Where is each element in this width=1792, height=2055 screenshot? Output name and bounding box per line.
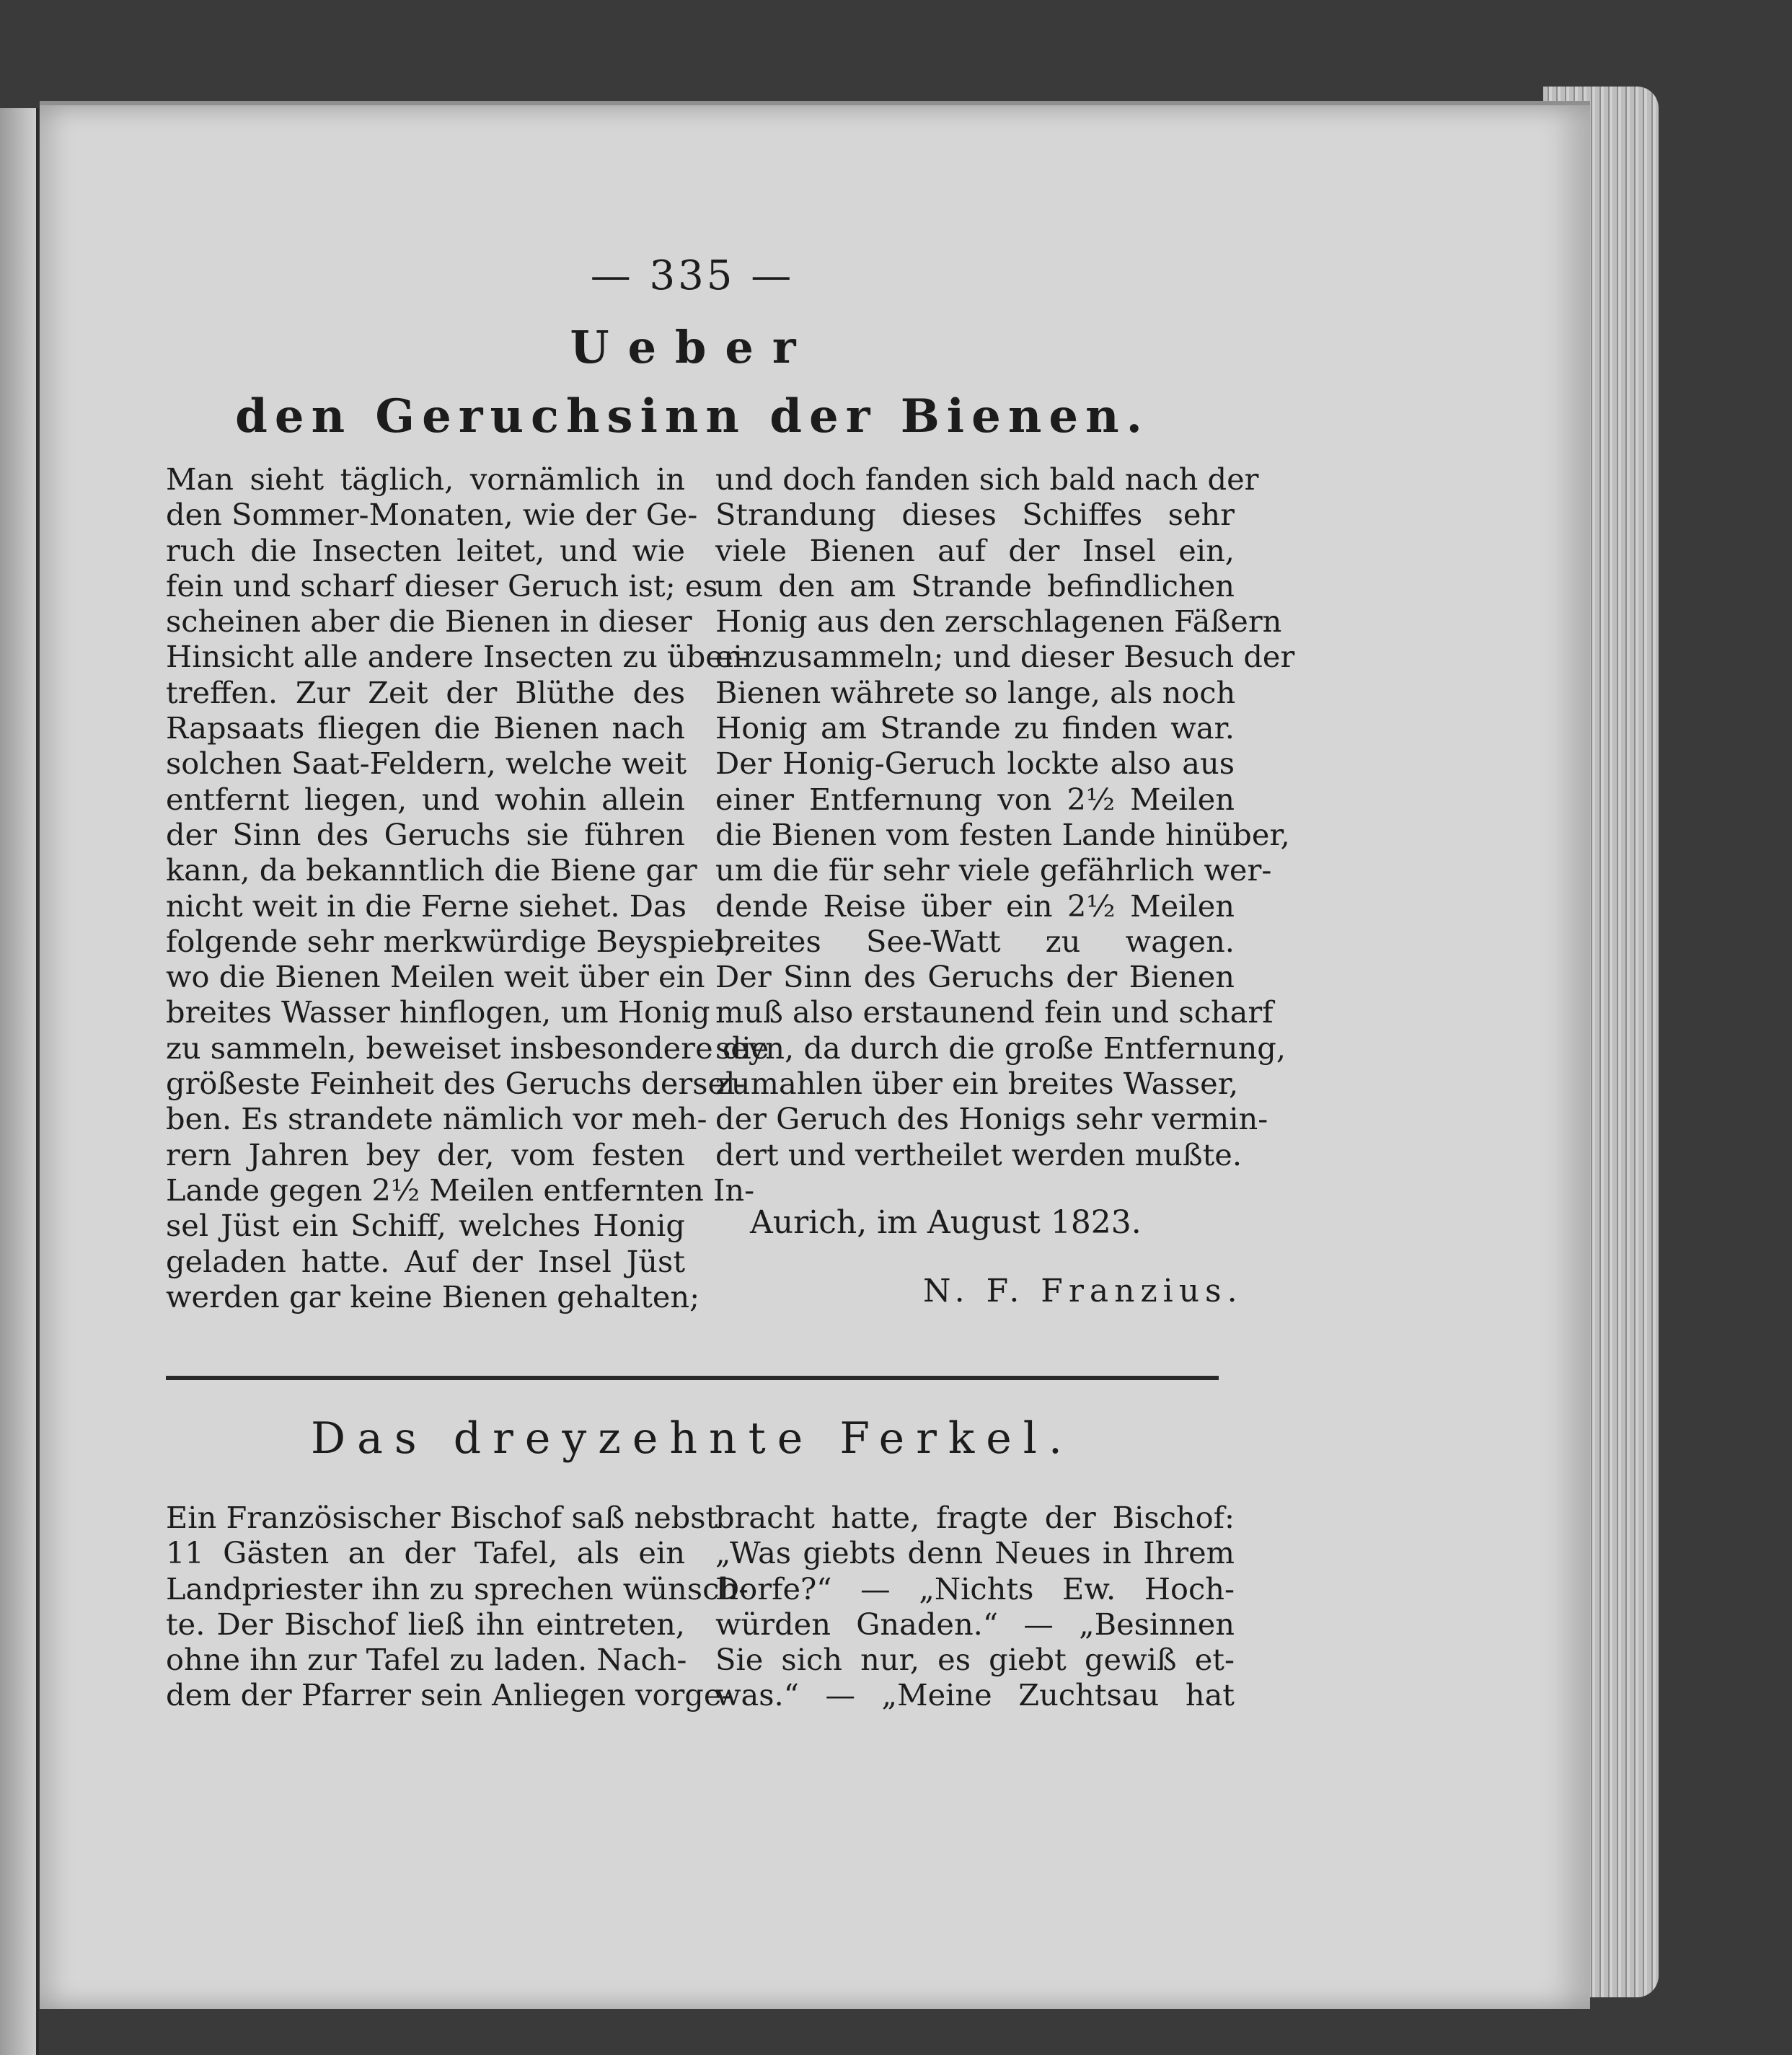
text-line: sel Jüst ein Schiff, welches Honig xyxy=(166,1208,685,1244)
text-line: werden gar keine Bienen gehalten; xyxy=(166,1278,700,1314)
text-line: Der Honig-Geruch lockte also aus xyxy=(715,746,1235,782)
text-line: dem der Pfarrer sein Anliegen vorge- xyxy=(166,1677,732,1713)
text-line: Honig aus den zerschlagenen Fäßern xyxy=(715,604,1282,640)
article2-left-column xyxy=(166,1500,749,1713)
text-line: treffen. Zur Zeit der Blüthe des xyxy=(166,674,685,710)
text-line: 11 Gästen an der Tafel, als ein xyxy=(166,1535,685,1571)
article-title-line1: Ueber xyxy=(570,321,815,374)
text-line: Honig am Strande zu finden war. xyxy=(715,710,1235,746)
text-line: den Sommer-Monaten, wie der Ge- xyxy=(166,497,698,533)
text-line: Sie sich nur, es giebt gewiß et- xyxy=(715,1642,1235,1678)
article1-left-column xyxy=(166,461,769,1314)
text-line: Hinsicht alle andere Insecten zu über- xyxy=(166,639,748,675)
text-line: würden Gnaden.“ — „Besinnen xyxy=(715,1606,1235,1642)
text-line: dert und vertheilet werden mußte. xyxy=(715,1136,1243,1172)
text-line: rern Jahren bey der, vom festen xyxy=(166,1136,685,1172)
text-line: ohne ihn zur Tafel zu laden. Nach- xyxy=(166,1642,687,1678)
page-number: — 335 — xyxy=(590,252,795,299)
text-line: folgende sehr merkwürdige Beyspiel, xyxy=(166,923,734,959)
facing-page-edge xyxy=(0,108,39,2055)
text-line: Man sieht täglich, vornämlich in xyxy=(166,461,685,497)
article-title-line2: den Geruchsinn der Bienen. xyxy=(235,389,1149,443)
text-line: geladen hatte. Auf der Insel Jüst xyxy=(166,1243,685,1279)
text-line: zumahlen über ein breites Wasser, xyxy=(715,1066,1239,1102)
text-line: einzusammeln; und dieser Besuch der xyxy=(715,639,1295,675)
text-line: was.“ — „Meine Zuchtsau hat xyxy=(715,1677,1235,1713)
text-line: muß also erstaunend fein und scharf xyxy=(715,994,1274,1030)
text-line: ben. Es strandete nämlich vor meh- xyxy=(166,1101,707,1137)
article2-right-column xyxy=(715,1500,1235,1713)
article2-title: Das dreyzehnte Ferkel. xyxy=(311,1413,1074,1464)
text-line: Lande gegen 2½ Meilen entfernten In- xyxy=(166,1172,755,1208)
text-line: solchen Saat-Feldern, welche weit xyxy=(166,746,687,782)
text-line: „Was giebts denn Neues in Ihrem xyxy=(715,1535,1235,1571)
text-line: entfernt liegen, und wohin allein xyxy=(166,781,685,817)
text-line: nicht weit in die Ferne siehet. Das xyxy=(166,888,687,924)
text-line: Rapsaats fliegen die Bienen nach xyxy=(166,710,685,746)
text-line: kann, da bekanntlich die Biene gar xyxy=(166,852,697,888)
text-line: und doch fanden sich bald nach der xyxy=(715,461,1259,497)
text-line: größeste Feinheit des Geruchs dersel- xyxy=(166,1066,746,1102)
text-line: wo die Bienen Meilen weit über ein xyxy=(166,959,705,995)
article1-right-column xyxy=(715,461,1295,1172)
text-line: Landpriester ihn zu sprechen wünsch- xyxy=(166,1570,749,1607)
text-line: Der Sinn des Geruchs der Bienen xyxy=(715,959,1235,995)
text-line: der Sinn des Geruchs sie führen xyxy=(166,816,685,852)
text-line: Dorfe?“ — „Nichts Ew. Hoch- xyxy=(715,1570,1235,1607)
text-line: Bienen währete so lange, als noch xyxy=(715,674,1236,710)
text-line: bracht hatte, fragte der Bischof: xyxy=(715,1500,1235,1535)
author-signature: N. F. Franzius. xyxy=(923,1273,1243,1309)
text-line: die Bienen vom festen Lande hinüber, xyxy=(715,816,1290,852)
text-line: zu sammeln, beweiset insbesondere die xyxy=(166,1030,769,1066)
text-line: seyn, da durch die große Entfernung, xyxy=(715,1030,1286,1066)
text-line: breites Wasser hinflogen, um Honig xyxy=(166,994,710,1030)
text-line: fein und scharf dieser Geruch ist; es xyxy=(166,567,718,604)
text-line: ruch die Insecten leitet, und wie xyxy=(166,532,685,568)
text-line: um die für sehr viele gefährlich wer- xyxy=(715,852,1272,888)
text-line: dende Reise über ein 2½ Meilen xyxy=(715,888,1235,924)
place-date: Aurich, im August 1823. xyxy=(750,1204,1142,1241)
section-divider xyxy=(166,1376,1219,1380)
text-line: Ein Französischer Bischof saß nebst xyxy=(166,1500,718,1535)
text-line: der Geruch des Honigs sehr vermin- xyxy=(715,1101,1268,1137)
text-line: scheinen aber die Bienen in dieser xyxy=(166,604,692,640)
text-line: um den am Strande befindlichen xyxy=(715,567,1235,604)
text-line: Strandung dieses Schiffes sehr xyxy=(715,497,1235,533)
text-line: einer Entfernung von 2½ Meilen xyxy=(715,781,1235,817)
text-line: te. Der Bischof ließ ihn eintreten, xyxy=(166,1606,685,1642)
text-line: viele Bienen auf der Insel ein, xyxy=(715,532,1235,568)
text-line: breites See-Watt zu wagen. xyxy=(715,923,1235,959)
